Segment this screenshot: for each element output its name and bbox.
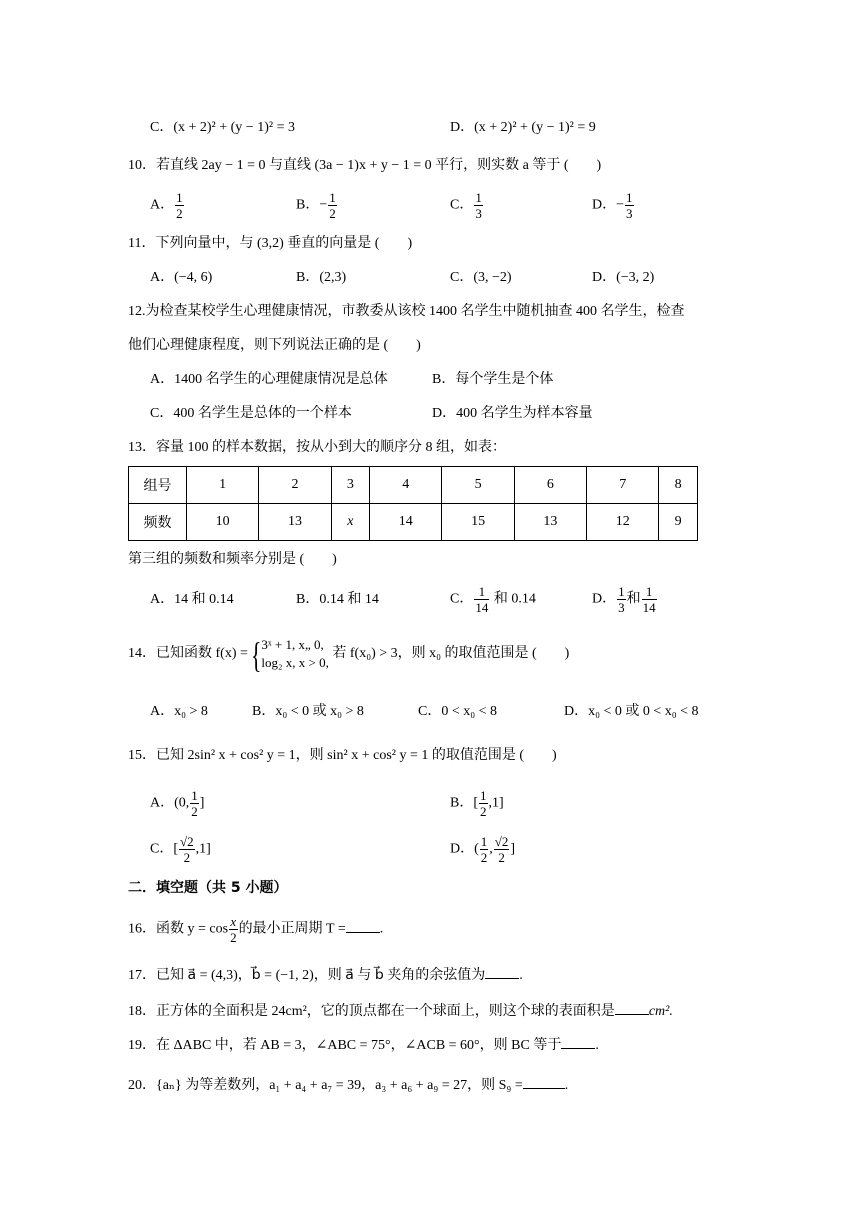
q10-b-fraction <box>328 190 337 221</box>
q13-d-fraction-2 <box>642 584 657 615</box>
q13-c-den: 14 <box>475 600 489 615</box>
q15-b-fraction <box>479 788 488 819</box>
q15-c-tail: ,1] <box>195 841 211 857</box>
q10-c-num: 1 <box>475 190 482 205</box>
q10-a-fraction <box>175 190 184 221</box>
q10-b-label: B．− <box>296 197 328 213</box>
q9-option-c: C．(x + 2)² + (y − 1)² = 3 <box>150 120 295 135</box>
q10-a-den: 2 <box>176 206 183 221</box>
q15-c-num: √2 <box>180 834 194 849</box>
q15-d-den-1: 2 <box>480 850 488 865</box>
q13-c-tail: 和 0.14 <box>493 591 536 607</box>
q9-option-d: D．(x + 2)² + (y − 1)² = 9 <box>450 120 596 135</box>
q13-option-b: B．0.14 和 14 <box>296 592 379 607</box>
q15-d-fraction-1 <box>480 834 489 865</box>
q15-a-num: 1 <box>191 788 198 803</box>
q12-option-d: D．400 名学生为样本容量 <box>432 406 593 421</box>
q16-den: 2 <box>230 930 237 945</box>
q10-c-label: C． <box>450 197 474 213</box>
table-cell: 4 <box>370 467 442 504</box>
table-cell: x <box>331 504 370 541</box>
table-cell: 9 <box>659 504 698 541</box>
q15-stem: 15．已知 2sin² x + cos² y = 1，则 sin² x + cos² y = 1 的取值范围是 ( ) <box>128 748 557 763</box>
q15-b-tail: ,1] <box>488 795 504 811</box>
table-cell: 2 <box>259 467 331 504</box>
answer-blank <box>561 1034 595 1049</box>
q10-d-den: 3 <box>626 206 633 221</box>
answer-blank <box>615 1000 649 1015</box>
q10-d-num: 1 <box>626 190 633 205</box>
q16-end: . <box>379 921 384 937</box>
q15-a-den: 2 <box>191 804 198 819</box>
q15-d-den-2: 2 <box>498 850 505 865</box>
q10-d-label: D．− <box>592 197 625 213</box>
table-row <box>129 467 698 504</box>
q13-d-label: D． <box>592 591 617 607</box>
q10-a-label: A． <box>150 197 175 213</box>
q17-end: . <box>519 968 523 983</box>
q10-a-num: 1 <box>176 190 183 205</box>
q15-a-fraction <box>190 788 199 819</box>
q18-line <box>128 1000 673 1022</box>
q18-pre: 18．正方体的全面积是 24cm²，它的顶点都在一个球面上，则这个球的表面积是 <box>128 1004 615 1019</box>
q10-stem: 10．若直线 2ay − 1 = 0 与直线 (3a − 1)x + y − 1 = 0 平行，则实数 a 等于 ( ) <box>128 158 602 173</box>
q12-stem-line-1: 12.为检查某校学生心理健康情况，市教委从该校 1400 名学生中随机抽查 400 名学生，检查 <box>128 304 685 319</box>
q13-d-fraction-1 <box>617 584 626 615</box>
section-title: 二．填空题（共 5 小题） <box>128 880 288 896</box>
q13-followup: 第三组的频数和频率分别是 ( ) <box>128 552 337 567</box>
q20-pre: 20．{aₙ} 为等差数列，a₁ + a₄ + a₇ = 39，a₃ + a₆ + a₉ = 27，则 S₉ = <box>128 1078 523 1093</box>
q14-option-a: A．x₀ > 8 <box>150 704 208 719</box>
q14-option-c: C．0 < x₀ < 8 <box>418 704 498 719</box>
q12-stem-line-2: 他们心理健康程度，则下列说法正确的是 ( ) <box>128 338 421 353</box>
q15-b-num: 1 <box>480 788 487 803</box>
q17-pre: 17．已知 a⃗ = (4,3)，b⃗ = (−1, 2)，则 a⃗ 与 b⃗ 夹角的余弦值为 <box>128 968 486 983</box>
q16-post: 的最小正周期 T = <box>238 921 346 937</box>
table-cell: 14 <box>370 504 442 541</box>
q12-option-c: C．400 名学生是总体的一个样本 <box>150 406 352 421</box>
q10-d-fraction <box>625 190 634 221</box>
q15-option-d <box>450 834 515 865</box>
q16-num: x <box>230 914 237 929</box>
q11-option-b: B．(2,3) <box>296 270 347 285</box>
q13-option-d <box>592 584 658 615</box>
q14-stem <box>128 635 570 675</box>
q10-b-num: 1 <box>329 190 336 205</box>
answer-blank <box>485 964 519 979</box>
q15-d-num-1: 1 <box>480 834 488 849</box>
table-row <box>129 504 698 541</box>
table-cell: 6 <box>514 467 586 504</box>
table-header-cell: 组号 <box>129 467 187 504</box>
q13-c-fraction <box>474 584 489 615</box>
q13-option-c <box>450 584 536 615</box>
q11-option-c: C．(3, −2) <box>450 270 512 285</box>
table-cell: 15 <box>442 504 514 541</box>
q12-option-b: B．每个学生是个体 <box>432 372 554 387</box>
q15-c-label: C．[ <box>150 841 178 857</box>
q13-d-mid: 和 <box>626 591 641 607</box>
table-cell: 3 <box>331 467 370 504</box>
q15-d-tail: ] <box>510 841 516 857</box>
table-cell: 12 <box>587 504 659 541</box>
q11-option-a: A．(−4, 6) <box>150 270 213 285</box>
q14-stem-post: 若 f(x₀) > 3，则 x₀ 的取值范围是 ( ) <box>332 646 570 662</box>
q15-d-mid: , <box>489 841 493 857</box>
q13-stem: 13．容量 100 的样本数据，按从小到大的顺序分 8 组，如表： <box>128 440 506 455</box>
q20-end: . <box>564 1078 569 1093</box>
q20-line <box>128 1074 568 1096</box>
q11-option-d: D．(−3, 2) <box>592 270 655 285</box>
q13-d-den-1: 3 <box>618 600 625 615</box>
answer-blank <box>346 918 380 933</box>
table-cell: 13 <box>514 504 586 541</box>
q13-c-num: 1 <box>474 584 489 600</box>
table-cell: 5 <box>442 467 514 504</box>
q15-d-fraction-2 <box>494 834 510 865</box>
q15-a-label: A．(0, <box>150 795 190 811</box>
q14-option-d: D．x₀ < 0 或 0 < x₀ < 8 <box>564 704 699 719</box>
table-header-cell: 频数 <box>129 504 187 541</box>
q10-c-fraction <box>474 190 483 221</box>
q18-end: cm². <box>648 1004 673 1019</box>
q13-c-label: C． <box>450 591 474 607</box>
q14-option-b: B．x₀ < 0 或 x₀ > 8 <box>252 704 364 719</box>
q14-piece-1: 3ˣ + 1, x„ 0, <box>261 637 324 652</box>
q10-option-a <box>150 190 185 221</box>
q10-c-den: 3 <box>475 206 482 221</box>
q14-stem-pre: 14．已知函数 f(x) = <box>128 646 248 662</box>
q13-d-num-2: 1 <box>642 584 657 600</box>
q19-line <box>128 1034 599 1056</box>
q15-d-label: D．( <box>450 841 479 857</box>
q10-option-b <box>296 190 338 221</box>
q14-piece-2: log₂ x, x > 0, <box>261 655 329 670</box>
table-cell: 1 <box>187 467 259 504</box>
q15-d-num-2: √2 <box>494 834 509 849</box>
q10-b-den: 2 <box>329 206 336 221</box>
frequency-table <box>128 466 698 541</box>
q13-d-den-2: 14 <box>642 600 656 615</box>
q16-line <box>128 914 383 945</box>
q10-option-c <box>450 190 484 221</box>
q13-option-a: A．14 和 0.14 <box>150 592 234 607</box>
q15-option-c <box>150 834 211 865</box>
q10-option-d <box>592 190 635 221</box>
q15-c-fraction <box>179 834 195 865</box>
table-cell: 8 <box>659 467 698 504</box>
q15-b-label: B．[ <box>450 795 478 811</box>
q15-a-tail: ] <box>199 795 205 811</box>
q15-option-b <box>450 788 504 819</box>
q13-d-num-1: 1 <box>618 584 625 599</box>
answer-blank <box>523 1074 565 1089</box>
q16-pre: 16．函数 y = cos <box>128 921 229 937</box>
q17-line <box>128 964 523 986</box>
table-cell: 7 <box>587 467 659 504</box>
table-cell: 10 <box>187 504 259 541</box>
q19-pre: 19．在 ΔABC 中，若 AB = 3，∠ABC = 75°，∠ACB = 60°，则 BC 等于 <box>128 1038 562 1053</box>
q15-c-den: 2 <box>183 850 191 865</box>
q19-end: . <box>595 1038 599 1053</box>
q16-fraction <box>229 914 238 945</box>
q14-piecewise <box>251 635 329 675</box>
q15-option-a <box>150 788 204 819</box>
q12-option-a: A．1400 名学生的心理健康情况是总体 <box>150 372 388 387</box>
q15-b-den: 2 <box>480 804 487 819</box>
table-cell: 13 <box>259 504 331 541</box>
q11-stem: 11．下列向量中，与 (3,2) 垂直的向量是 ( ) <box>128 236 413 251</box>
brace-icon: { <box>251 635 262 675</box>
